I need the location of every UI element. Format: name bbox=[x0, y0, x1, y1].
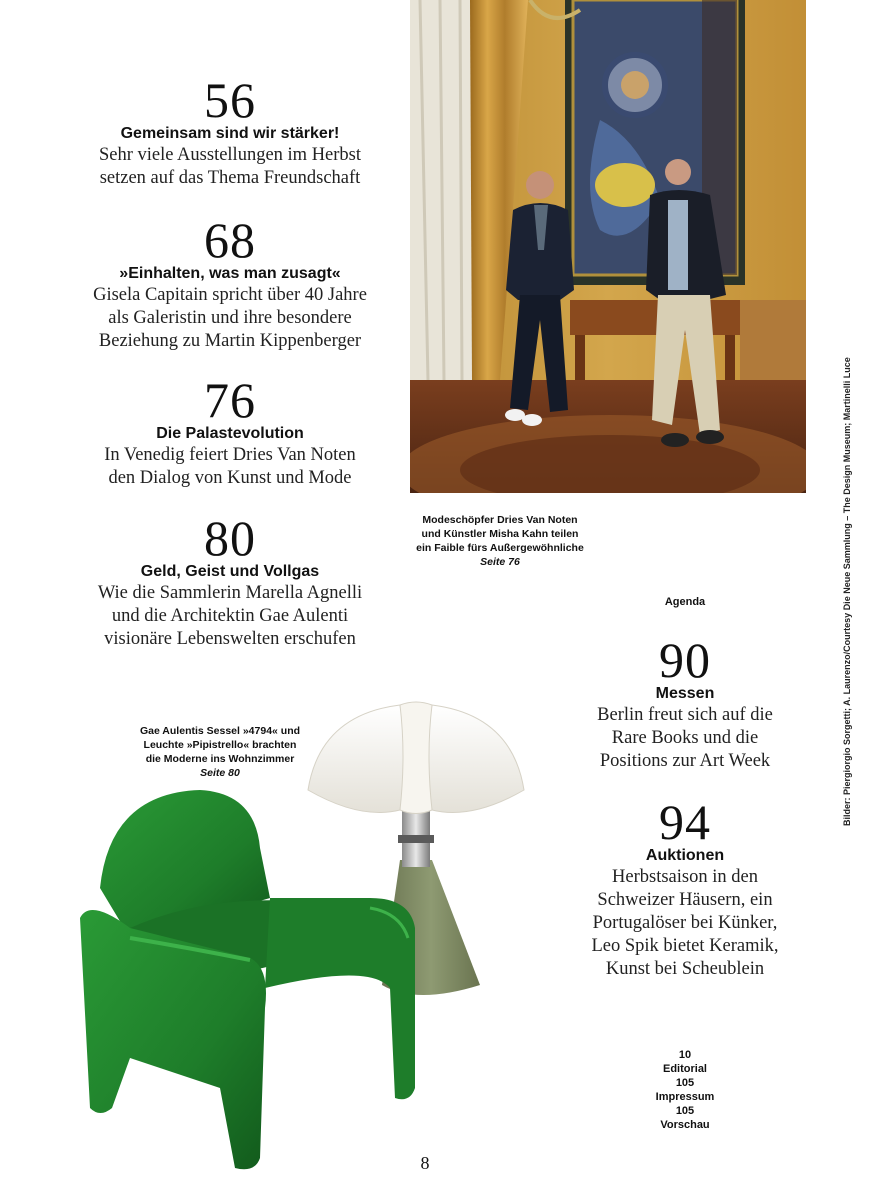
entry-description-line: Rare Books und die bbox=[611, 728, 759, 748]
aulenti-chair-image bbox=[70, 788, 430, 1173]
footer-item-label: Impressum bbox=[655, 1091, 715, 1103]
entry-page-number: 68 bbox=[204, 212, 256, 268]
entry-headline: Die Palastevolution bbox=[156, 425, 304, 442]
footer-item[interactable] bbox=[640, 1104, 730, 1132]
entry-description-line: Leo Spik bietet Keramik, bbox=[591, 936, 779, 956]
entry-page-number: 76 bbox=[204, 372, 256, 428]
entry-description-line: Beziehung zu Martin Kippenberger bbox=[98, 331, 362, 351]
entry-description-line: Sehr viele Ausstellungen im Herbst bbox=[98, 145, 362, 165]
entry-page-number: 94 bbox=[659, 794, 711, 850]
caption-line: ein Faible fürs Außergewöhnliche bbox=[416, 542, 584, 554]
entry-description-line: Positions zur Art Week bbox=[599, 751, 771, 771]
design-caption bbox=[135, 724, 305, 780]
toc-footer-list bbox=[640, 1048, 730, 1132]
toc-entry-76[interactable] bbox=[40, 372, 420, 490]
entry-description-line: In Venedig feiert Dries Van Noten bbox=[104, 445, 356, 465]
caption-line: Modeschöpfer Dries Van Noten bbox=[422, 514, 578, 526]
entry-headline: Auktionen bbox=[645, 847, 725, 864]
entry-description-line: als Galeristin und ihre besondere bbox=[108, 308, 352, 328]
palazzo-portrait-photo bbox=[410, 0, 806, 493]
toc-entry-56[interactable] bbox=[40, 72, 420, 190]
entry-description-line: den Dialog von Kunst und Mode bbox=[108, 468, 352, 488]
entry-description-line: Portugalöser bei Künker, bbox=[592, 913, 778, 933]
entry-description-line: Wie die Sammlerin Marella Agnelli bbox=[97, 583, 363, 603]
entry-description-line: und die Architektin Gae Aulenti bbox=[111, 606, 349, 626]
toc-entry-68[interactable] bbox=[40, 212, 420, 353]
agenda-section-label: Agenda bbox=[664, 596, 706, 608]
footer-item-number: 105 bbox=[675, 1105, 695, 1117]
footer-item-label: Vorschau bbox=[660, 1119, 710, 1131]
entry-headline: Geld, Geist und Vollgas bbox=[140, 563, 320, 580]
entry-headline: »Einhalten, was man zusagt« bbox=[119, 265, 341, 282]
page-number: 8 bbox=[420, 1153, 430, 1173]
photo-credit-text: Bilder: Piergiorgio Sorgetti; A. Laurenzo/Courtesy Die Neue Sammlung – The Design Museum; Martinelli Luce bbox=[842, 357, 852, 826]
footer-item[interactable] bbox=[640, 1048, 730, 1076]
caption-page-ref[interactable]: Seite 76 bbox=[480, 556, 520, 568]
entry-description-line: visionäre Lebenswelten erschufen bbox=[104, 629, 356, 649]
entry-page-number: 80 bbox=[204, 510, 256, 566]
entry-description-line: Schweizer Häusern, ein bbox=[597, 890, 773, 910]
toc-entry-90[interactable] bbox=[540, 632, 830, 773]
toc-entry-80[interactable] bbox=[40, 510, 420, 651]
footer-item-number: 105 bbox=[675, 1077, 695, 1089]
entry-description-line: Gisela Capitain spricht über 40 Jahre bbox=[93, 285, 367, 305]
entry-page-number: 90 bbox=[659, 632, 711, 688]
entry-description-line: setzen auf das Thema Freundschaft bbox=[99, 168, 361, 188]
caption-line: Leuchte »Pipistrello« brachten bbox=[143, 739, 297, 751]
toc-entry-94[interactable] bbox=[540, 794, 830, 981]
entry-headline: Messen bbox=[655, 685, 715, 702]
entry-description-line: Berlin freut sich auf die bbox=[597, 705, 773, 725]
footer-item-label: Editorial bbox=[662, 1063, 707, 1075]
caption-line: Gae Aulentis Sessel »4794« und bbox=[139, 725, 301, 737]
footer-item-number: 10 bbox=[678, 1049, 692, 1061]
footer-item[interactable] bbox=[640, 1076, 730, 1104]
entry-description-line: Kunst bei Scheublein bbox=[605, 959, 765, 979]
photo-caption bbox=[412, 513, 588, 569]
entry-page-number: 56 bbox=[204, 72, 256, 128]
caption-line: und Künstler Misha Kahn teilen bbox=[421, 528, 579, 540]
entry-headline: Gemeinsam sind wir stärker! bbox=[120, 125, 340, 142]
caption-page-ref[interactable]: Seite 80 bbox=[200, 767, 240, 779]
entry-description-line: Herbstsaison in den bbox=[612, 867, 758, 887]
caption-line: die Moderne ins Wohnzimmer bbox=[145, 753, 295, 765]
